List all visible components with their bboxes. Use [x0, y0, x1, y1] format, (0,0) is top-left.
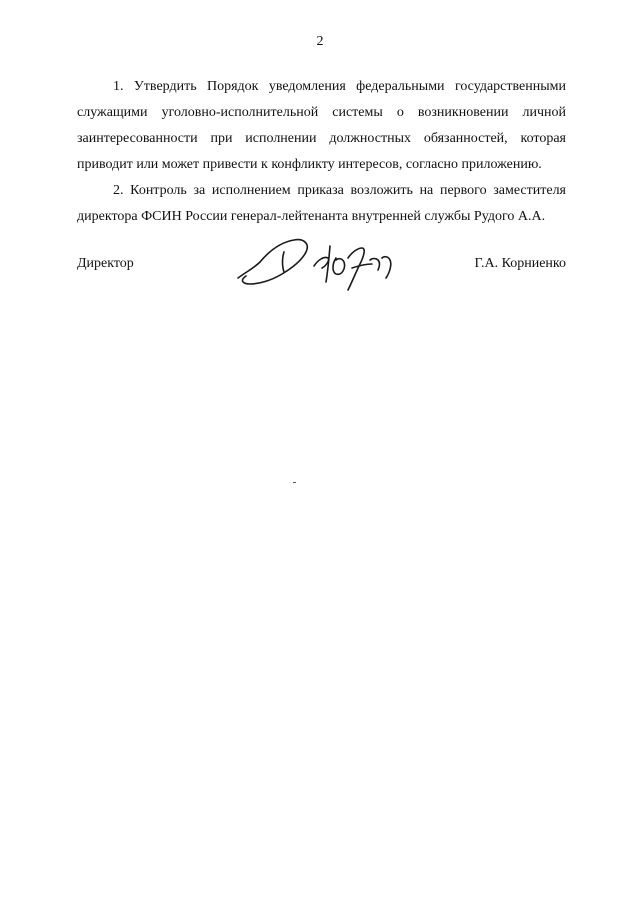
page-number: 2 — [316, 34, 324, 49]
signatory-name: Г.А. Корниенко — [474, 256, 566, 271]
handwritten-signature — [232, 228, 412, 298]
paragraph-1: 1. Утвердить Порядок уведомления федеральными государственными служащими уголовно-исполнительной системы о возникновении личной заинтересованности при исполнении должностных обязанностей, которая приводит или может привести к конфликту интересов, согласно приложению. — [77, 79, 566, 172]
signatory-title: Директор — [77, 256, 134, 271]
paragraph-2: 2. Контроль за исполнением приказа возложить на первого заместителя директора ФСИН России генерал-лейтенанта внутренней службы Рудого А.А. — [77, 183, 566, 224]
scan-speck — [293, 482, 296, 483]
document-body — [77, 74, 566, 230]
